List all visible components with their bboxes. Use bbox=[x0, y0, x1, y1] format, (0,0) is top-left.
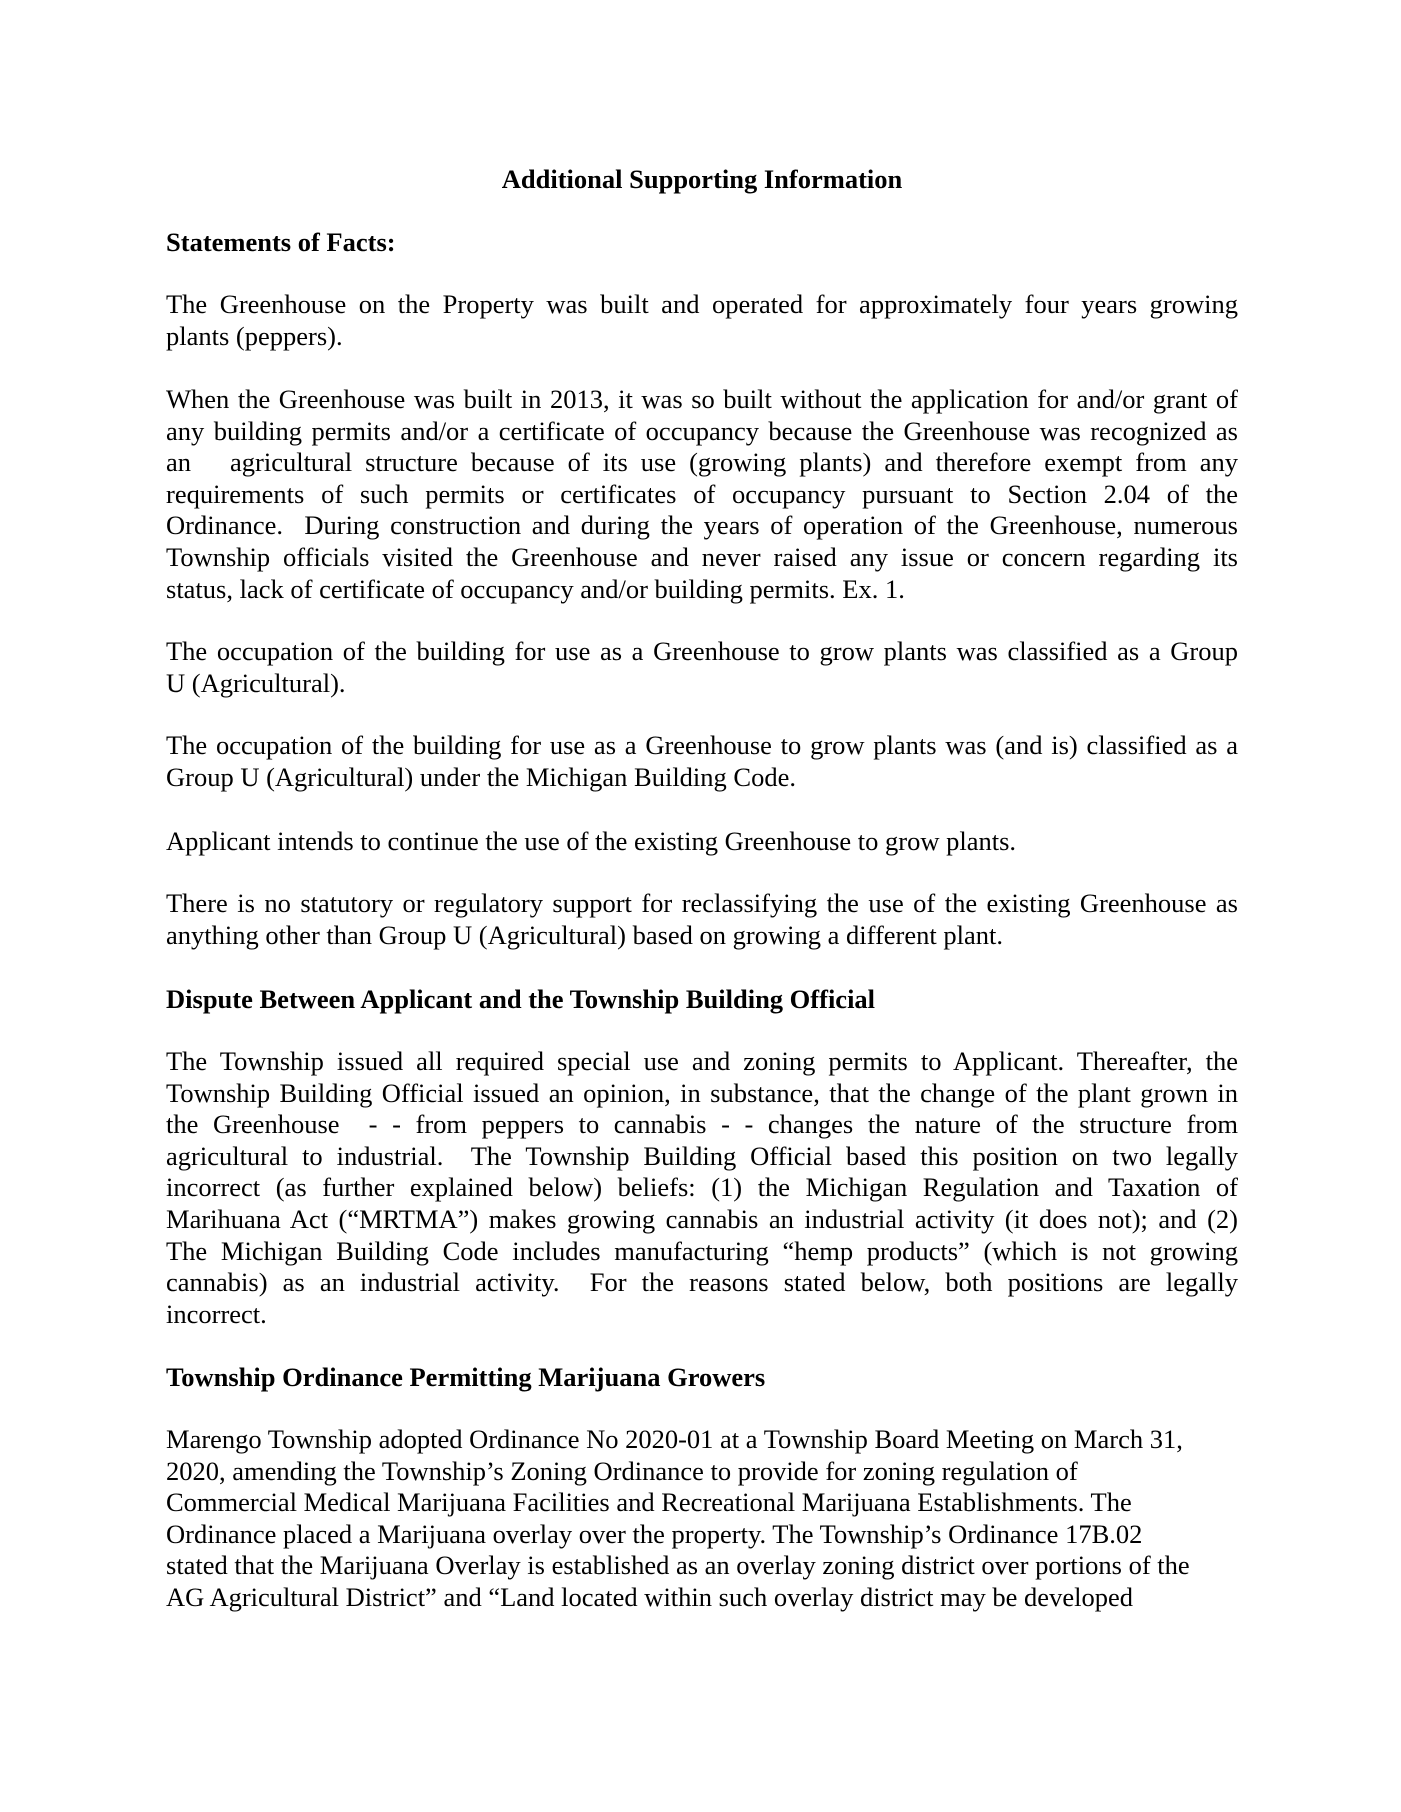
paragraph-line: 2020, amending the Township’s Zoning Ordinance to provide for zoning regulation of bbox=[166, 1455, 1078, 1486]
section-heading-statements-of-facts: Statements of Facts: bbox=[166, 227, 396, 257]
paragraph-line: Ordinance. During construction and during the years of operation of the Greenhouse, numerous bbox=[166, 510, 1238, 541]
paragraph-line: When the Greenhouse was built in 2013, it was so built without the application for and/or grant of bbox=[166, 384, 1238, 414]
paragraph-line: cannabis) as an industrial activity. For the reasons stated below, both positions are legally bbox=[166, 1267, 1238, 1298]
document-title: Additional Supporting Information bbox=[501, 164, 903, 194]
paragraph-line: The Greenhouse on the Property was built and operated for approximately four years growing bbox=[166, 289, 1238, 319]
section-heading-township-ordinance: Township Ordinance Permitting Marijuana Growers bbox=[166, 1362, 766, 1392]
paragraph-line: agricultural to industrial. The Township Building Official based this position on two legally bbox=[166, 1140, 1238, 1171]
paragraph-line: Marengo Township adopted Ordinance No 2020-01 at a Township Board Meeting on March 31, bbox=[166, 1424, 1183, 1454]
paragraph bbox=[166, 384, 1238, 605]
paragraph bbox=[166, 1424, 1238, 1614]
paragraph bbox=[166, 289, 1238, 352]
paragraph-line: Ordinance placed a Marijuana overlay over the property. The Township’s Ordinance 17B.02 bbox=[166, 1518, 1143, 1549]
section-heading-dispute: Dispute Between Applicant and the Township Building Official bbox=[166, 984, 876, 1014]
paragraph bbox=[166, 636, 1238, 699]
paragraph-line: The occupation of the building for use as a Greenhouse to grow plants was (and is) classified as a bbox=[166, 730, 1238, 760]
paragraph-line: any building permits and/or a certificate of occupancy because the Greenhouse was recognized as bbox=[166, 415, 1238, 446]
paragraph-line: incorrect. bbox=[166, 1298, 267, 1329]
paragraph-line: The Township issued all required special use and zoning permits to Applicant. Thereafter, the bbox=[166, 1046, 1238, 1076]
paragraph-line: The occupation of the building for use as a Greenhouse to grow plants was classified as a Group bbox=[166, 636, 1238, 666]
paragraph-line: requirements of such permits or certificates of occupancy pursuant to Section 2.04 of the bbox=[166, 478, 1238, 509]
paragraph-line: status, lack of certificate of occupancy and/or building permits. Ex. 1. bbox=[166, 573, 905, 604]
paragraph-line: Marihuana Act (“MRTMA”) makes growing cannabis an industrial activity (it does not); and (2) bbox=[166, 1203, 1238, 1234]
paragraph-line: Group U (Agricultural) under the Michigan Building Code. bbox=[166, 761, 796, 792]
paragraph bbox=[166, 730, 1238, 793]
paragraph-line: Commercial Medical Marijuana Facilities and Recreational Marijuana Establishments. The bbox=[166, 1487, 1132, 1518]
paragraph bbox=[166, 888, 1238, 951]
paragraph-line: Township Building Official issued an opinion, in substance, that the change of the plant grown in bbox=[166, 1077, 1238, 1108]
paragraph-line: U (Agricultural). bbox=[166, 667, 346, 698]
paragraph-line: the Greenhouse - - from peppers to cannabis - - changes the nature of the structure from bbox=[166, 1109, 1238, 1140]
paragraph-line: plants (peppers). bbox=[166, 320, 343, 351]
paragraph bbox=[166, 1046, 1238, 1330]
paragraph-line: Township officials visited the Greenhouse and never raised any issue or concern regarding its bbox=[166, 541, 1238, 572]
paragraph-line: There is no statutory or regulatory support for reclassifying the use of the existing Greenhouse as bbox=[166, 888, 1238, 918]
paragraph-line: stated that the Marijuana Overlay is established as an overlay zoning district over portions of the bbox=[166, 1550, 1190, 1581]
paragraph-line: anything other than Group U (Agricultural) based on growing a different plant. bbox=[166, 919, 1003, 950]
paragraph-line: an agricultural structure because of its use (growing plants) and therefore exempt from any bbox=[166, 447, 1238, 478]
paragraph-line: AG Agricultural District” and “Land located within such overlay district may be developed bbox=[166, 1581, 1133, 1612]
paragraph-line: Applicant intends to continue the use of the existing Greenhouse to grow plants. bbox=[166, 826, 1017, 856]
paragraph bbox=[166, 826, 1238, 858]
paragraph-line: The Michigan Building Code includes manufacturing “hemp products” (which is not growing bbox=[166, 1235, 1238, 1266]
paragraph-line: incorrect (as further explained below) beliefs: (1) the Michigan Regulation and Taxation of bbox=[166, 1172, 1238, 1203]
